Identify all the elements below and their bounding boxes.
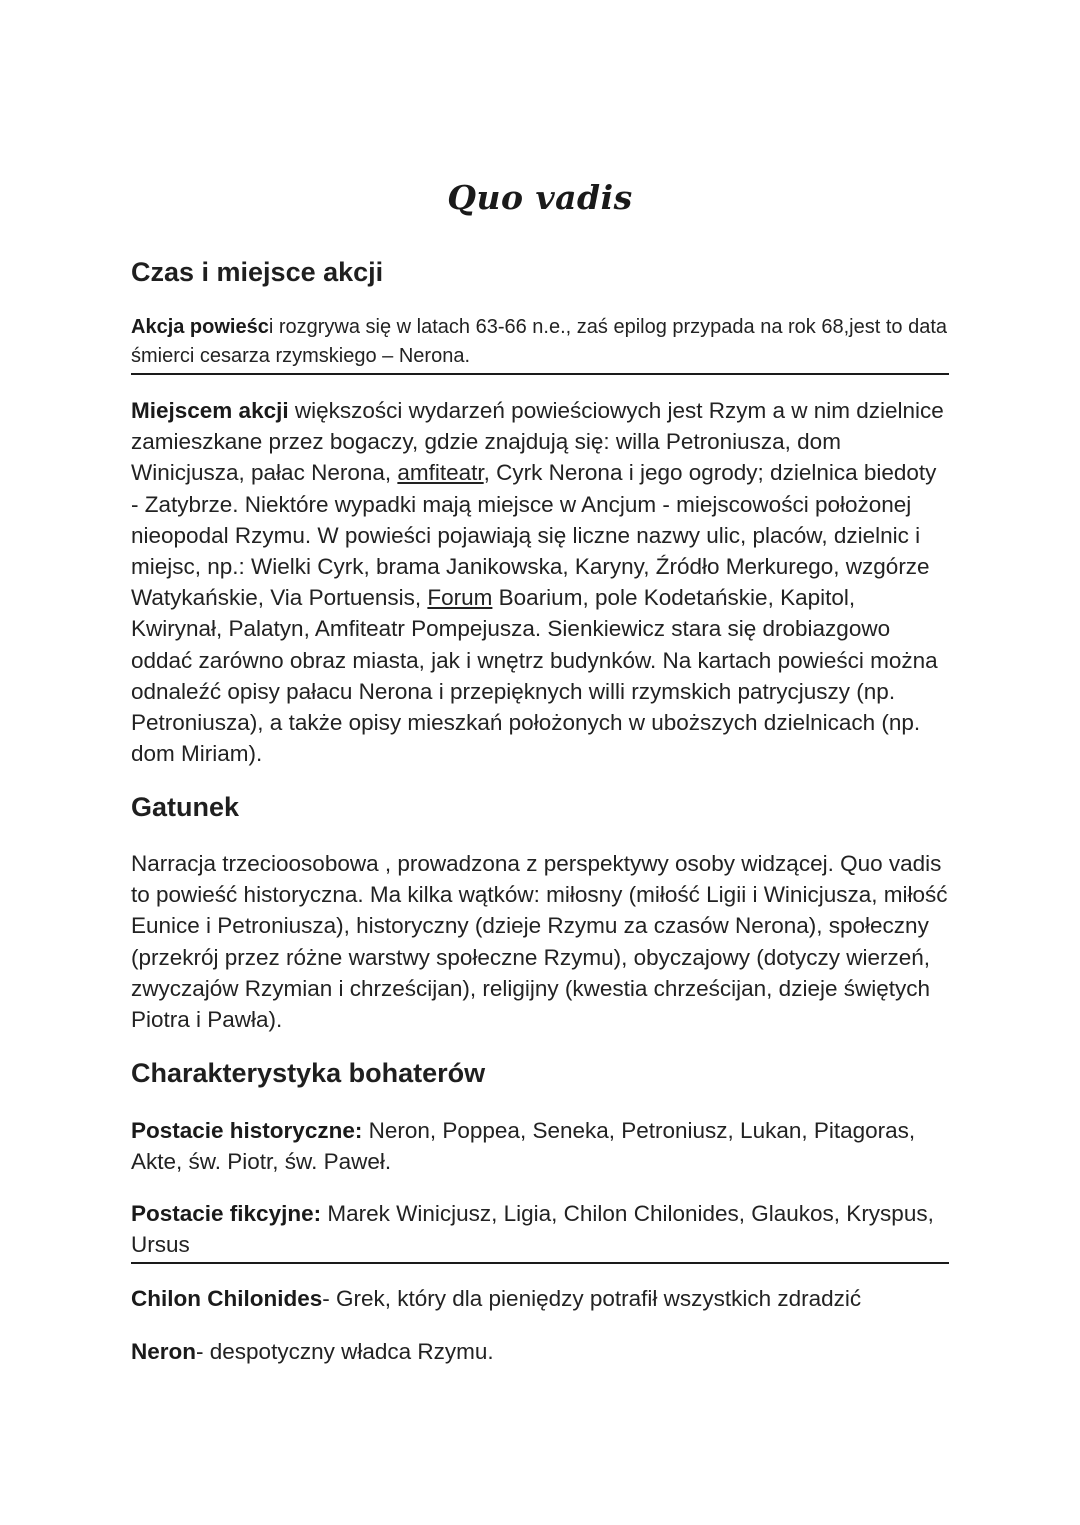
chilon-bold-label: Chilon Chilonides xyxy=(131,1286,323,1311)
chilon-text: - Grek, który dla pieniędzy potrafił wszystkich zdradzić xyxy=(322,1286,862,1311)
paragraph-chilon xyxy=(131,1283,949,1314)
amfiteatr-link[interactable]: amfiteatr xyxy=(397,460,484,486)
forum-link[interactable]: Forum xyxy=(427,585,493,611)
miejsce-bold-label: Miejscem akcji xyxy=(131,398,289,423)
paragraph-akcja xyxy=(131,313,949,370)
historyczne-bold-label: Postacie historyczne: xyxy=(131,1118,363,1143)
document-title: Quo vadis xyxy=(447,178,633,217)
miejsce-text-b: , Cyrk Nerona i jego ogrody; dzielnica biedoty - Zatybrze. Niektóre wypadki mają miejsce w Ancjum - miejscowości położonej nieopodal Rzymu. W powieści pojawiają się liczne nazwy ulic, placów, dzielnic i miejsc, np.: Wielki Cyrk, brama Janikowska, Karyny, Źródło Merkurego, wzgórze Watykańskie, Via Portuensis, xyxy=(131,460,937,611)
historyczne-text: Neron, Poppea, Seneka, Petroniusz, Lukan, Pitagoras, Akte, św. Piotr, św. Paweł. xyxy=(131,1118,916,1175)
paragraph-postacie-historyczne xyxy=(131,1115,949,1177)
paragraph-gatunek: Narracja trzecioosobowa , prowadzona z perspektywy osoby widzącej. Quo vadis to powieść historyczna. Ma kilka wątków: miłosny (miłość Ligii i Winicjusza, miłość Eunice i Petroniusza), historyczny (dzieje Rzymu za czasów Nerona), społeczny (przekrój przez różne warstwy społeczne Rzymu), obyczajowy (dotyczy wierzeń, zwyczajów Rzymian i chrześcijan), religijny (kwestia chrześcijan, dzieje świętych Piotra i Pawła). xyxy=(131,851,948,1033)
paragraph-miejsce xyxy=(131,395,949,769)
akcja-text: i rozgrywa się w latach 63-66 n.e., zaś epilog przypada na rok 68,jest to data śmierci cesarza rzymskiego – Nerona. xyxy=(131,316,947,367)
miejsce-text-c: Boarium, pole Kodetańskie, Kapitol, Kwirynał, Palatyn, Amfiteatr Pompejusza. Sienkiewicz stara się drobiazgowo oddać zarówno obraz miasta, jak i wnętrz budynków. Na kartach powieści można odnaleźć opisy pałacu Nerona i przepięknych willi rzymskich patrycjuszy (np. Petroniusza), a także opisy mieszkań położonych w uboższych dzielnicach (np. dom Miriam). xyxy=(131,585,938,767)
divider-2 xyxy=(131,1262,949,1264)
neron-bold-label: Neron xyxy=(131,1339,197,1364)
heading-czas-i-miejsce: Czas i miejsce akcji xyxy=(131,257,384,287)
divider-1 xyxy=(131,373,949,375)
akcja-bold-label: Akcja powieśc xyxy=(131,316,269,338)
neron-text: - despotyczny władca Rzymu. xyxy=(196,1339,494,1364)
heading-gatunek: Gatunek xyxy=(131,792,240,822)
heading-charakterystyka: Charakterystyka bohaterów xyxy=(131,1058,486,1088)
miejsce-text-a: większości wydarzeń powieściowych jest Rzym a w nim dzielnice zamieszkane przez bogaczy, gdzie znajdują się: willa Petroniusza, dom Winicjusza, pałac Nerona, xyxy=(131,398,944,486)
fikcyjne-text: Marek Winicjusz, Ligia, Chilon Chilonides, Glaukos, Kryspus, Ursus xyxy=(131,1201,934,1258)
paragraph-neron xyxy=(131,1336,949,1367)
fikcyjne-bold-label: Postacie fikcyjne: xyxy=(131,1201,322,1226)
paragraph-postacie-fikcyjne xyxy=(131,1198,949,1260)
